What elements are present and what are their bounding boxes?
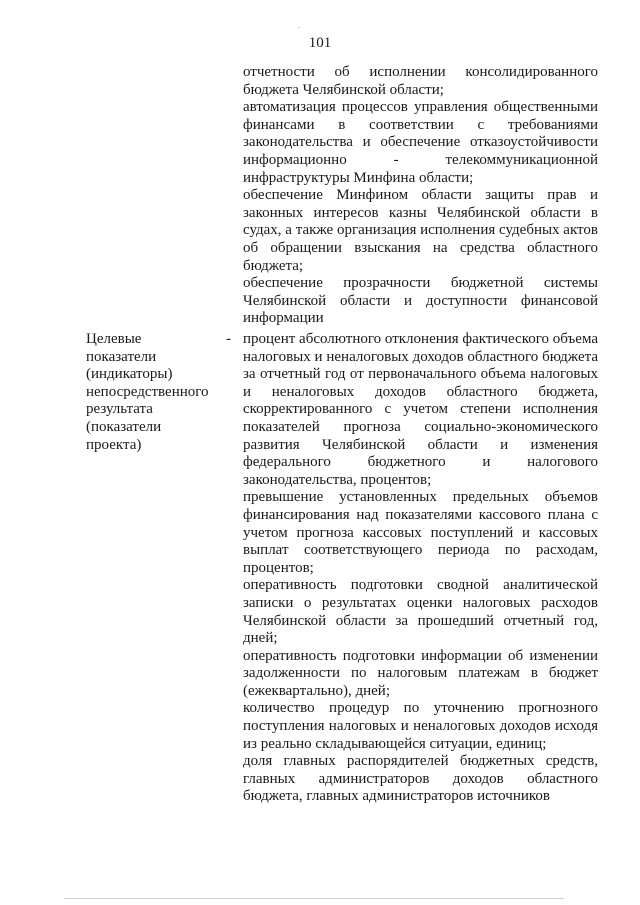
label-line: проекта): [86, 436, 142, 453]
label-line: показатели: [86, 348, 157, 365]
paragraph: отчетности об исполнении консолидированного бюджета Челябинской области;: [243, 64, 598, 98]
label-line: (индикаторы): [86, 366, 173, 383]
page-number: 101: [308, 35, 332, 51]
label-dash: -: [226, 331, 231, 347]
indicator-item: оперативность подготовки информации об изменении задолженности по налоговым платежам в бюджет (ежеквартально), дней;: [243, 647, 598, 699]
indicator-item: превышение установленных предельных объемов финансирования над показателями кассового плана с учетом прогноза кассовых поступлений и кассовых выплат соответствующего периода по расходам, процентов;: [243, 489, 598, 576]
label-line: (показатели: [86, 418, 162, 435]
label-line: Целевые: [86, 331, 142, 347]
top-continuation-block: [243, 64, 598, 328]
stray-mark: .: [298, 20, 301, 30]
label-line: непосредственного: [86, 383, 209, 400]
indicator-item: процент абсолютного отклонения фактического объема налоговых и неналоговых доходов областного бюджета за отчетный год от первоначального объема налоговых и неналоговых доходов областного бюджета, скорректированного с учетом степени исполнения показателей прогноза социально-экономического развития Челябинской области и изменения федерального бюджетного и налогового законодательства, процентов;: [243, 331, 598, 488]
label-line: результата: [86, 401, 153, 418]
indicators-block: [243, 331, 598, 806]
indicator-item: оперативность подготовки сводной аналитической записки о результатах оценки налоговых расходов Челябинской области за прошедший отчетный год, дней;: [243, 577, 598, 647]
indicator-item: количество процедур по уточнению прогнозного поступления налоговых и неналоговых доходов исходя из реально складывающейся ситуации, единиц;: [243, 700, 598, 752]
indicator-item: доля главных распорядителей бюджетных средств, главных администраторов доходов областного бюджета, главных администраторов источников: [243, 753, 598, 805]
paragraph: обеспечение Минфином области защиты прав и законных интересов казны Челябинской области в судах, а также организация исполнения судебных актов об обращении взыскания на средства областного бюджета;: [243, 187, 598, 274]
paragraph: автоматизация процессов управления общественными финансами в соответствии с требованиями законодательства и обеспечение отказоустойчивости информационно - телекоммуникационной инфраструктуры Минфина области;: [243, 99, 598, 186]
paragraph: обеспечение прозрачности бюджетной системы Челябинской области и доступности финансовой информации: [243, 275, 598, 327]
scan-edge-rule: [64, 898, 564, 899]
section-label: [86, 331, 216, 454]
